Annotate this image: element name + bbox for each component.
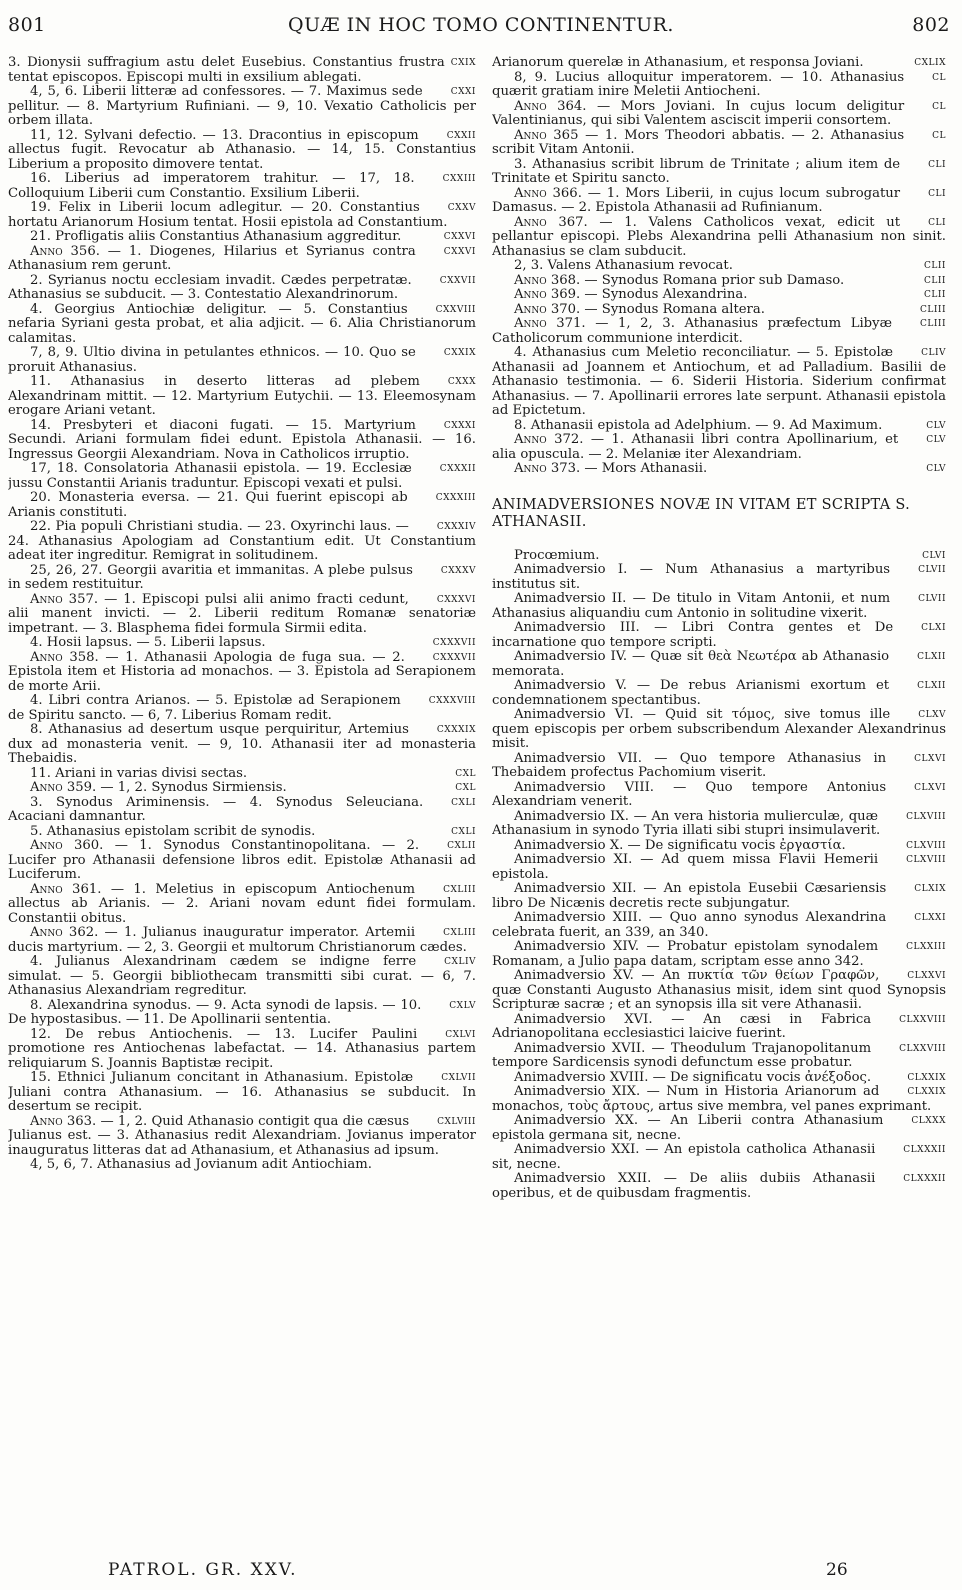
page-ref: CXXVI — [443, 232, 476, 242]
footer-signature: 26 — [826, 1560, 848, 1580]
page-ref: CLXXI — [914, 913, 946, 923]
page-ref: CLXII — [917, 652, 946, 662]
page-ref: CL — [932, 72, 946, 83]
toc-entry — [8, 825, 476, 840]
entry-text: 12. De rebus Antiochenis. — 13. Lucifer Paulini promotione res Antiochenas labefactat. — 14. Athanasius partem reliquiarum S. Joannis Baptistæ recipit. — [8, 1026, 476, 1071]
toc-entry — [8, 56, 476, 85]
toc-entry — [492, 288, 946, 303]
toc-entry — [492, 100, 946, 129]
toc-entry — [8, 636, 476, 651]
page-ref: CXXXVI — [436, 594, 476, 605]
toc-entry — [492, 1071, 946, 1086]
entry-text: 4, 5, 6, 7. Athanasius ad Jovianum adit Antiochiam. — [30, 1157, 372, 1172]
page-ref: CLVII — [918, 594, 946, 604]
toc-entry — [492, 419, 946, 434]
toc-entry — [8, 926, 476, 955]
entry-text: 2. Syrianus noctu ecclesiam invadit. Cædes perpetratæ. Athanasius se subducit. — 3. Contestatio Alexandrinorum. — [8, 272, 412, 302]
year-label: Anno — [514, 432, 547, 447]
toc-entry — [8, 201, 476, 230]
entry-text: Animadversio XV. — An πυκτία τῶν θείων Γραφῶν, quæ Constanti Augusto Athanasius misit, idem sint quod Synopsis Scripturæ sacræ ; et an synopsis illa sit vere Athanasii. — [492, 968, 946, 1012]
page-ref: CLXXVIII — [899, 1014, 946, 1025]
page-ref: CLI — [928, 188, 946, 199]
page-ref: CXLV — [449, 1000, 476, 1011]
entry-text: 2, 3. Valens Athanasium revocat. — [514, 258, 733, 273]
page-ref: CXLIV — [444, 957, 476, 967]
page-ref: CXLIII — [443, 884, 476, 895]
toc-entry — [492, 940, 946, 969]
toc-entry — [8, 462, 476, 491]
toc-entry — [8, 520, 476, 564]
page-ref: CXLI — [451, 826, 476, 837]
page-ref: CXLII — [447, 841, 476, 851]
toc-entry — [492, 317, 946, 346]
page-ref: CXLIII — [443, 928, 476, 938]
entry-text: 372. — 1. Athanasii libri contra Apollinarium, et alia opuscula. — 2. Melaniæ iter Alexandriam. — [492, 432, 899, 462]
toc-entry — [8, 955, 476, 999]
toc-entry — [492, 216, 946, 260]
entry-text: 3. Dionysii suffragium astu delet Eusebius. Constantius frustra tentat episcopos. Episcopi multi in exsilium ablegati. — [8, 56, 445, 85]
toc-entry — [8, 491, 476, 520]
page-number-right: 802 — [912, 14, 950, 36]
entry-text: Animadversio V. — De rebus Arianismi exortum et condemnationem spectantibus. — [492, 678, 890, 708]
year-label: Anno — [514, 316, 547, 331]
entry-text: Animadversio XI. — Ad quem missa Flavii Hemerii epistola. — [492, 852, 879, 882]
toc-entry — [492, 303, 946, 318]
entry-text: Animadversio XVI. — An cæsi in Fabrica Adrianopolitana ecclesiastici laicive fuerint. — [492, 1011, 872, 1041]
year-label: Anno — [514, 185, 547, 201]
toc-entry — [492, 781, 946, 810]
page-ref: CXLIX — [914, 58, 946, 68]
entry-text: Animadversio XVIII. — De significatu vocis ἀνέξοδος. — [514, 1069, 872, 1085]
entry-text: 364. — Mors Joviani. In cujus locum deligitur Valentinianus, qui sibi Valentem asciscit imperii consortem. — [492, 98, 905, 128]
page-ref: CXXVIII — [435, 304, 476, 315]
entry-text: Animadversio XIV. — Probatur epistolam synodalem Romanam, a Julio papa datam, scriptam esse anno 342. — [492, 939, 879, 969]
entry-text: 362. — 1. Julianus inauguratur imperator. Artemii ducis martyrium. — 2, 3. Georgii et multorum Christianorum cædes. — [8, 925, 467, 955]
page-ref: CLXXX — [911, 1116, 946, 1126]
toc-entry — [8, 1071, 476, 1115]
page-ref: CLIII — [919, 319, 946, 329]
toc-entry — [492, 1143, 946, 1172]
page-ref: CXXXIV — [436, 522, 476, 532]
entry-text: 8. Alexandrina synodus. — 9. Acta synodi de lapsis. — 10. De hypostasibus. — 11. De Apollinarii sententia. — [8, 997, 422, 1027]
toc-entry — [8, 230, 476, 245]
toc-entry — [492, 433, 946, 462]
year-label: Anno — [514, 287, 547, 302]
toc-entry — [492, 129, 946, 158]
entry-text: 11, 12. Sylvani defectio. — 13. Dracontius in episcopum allectus fugit. Revocatur ab Athanasio. — 14, 15. Constantius Liberium a proposito dimovere tentat. — [8, 127, 476, 172]
entry-text: 357. — 1. Episcopi pulsi alii animo fracti cedunt, alii manent invicti. — 2. Liberii reditum Romanæ senatoriæ impetrant. — 3. Blasphema fidei formula Sirmii edita. — [8, 591, 476, 636]
entry-text: 4. Athanasius cum Meletio reconciliatur. — 5. Epistolæ Athanasii ad Joannem et Antiochum, et ad Palladium. Basilii de Athanasio testimonia. — 6. Siderii Historia. Siderium confirmat Athanasius. — 7. Apollinarii errores late serpunt. Athanasii epistola ad Epictetum. — [492, 345, 946, 418]
toc-entry — [492, 839, 946, 854]
entry-text: 8, 9. Lucius alloquitur imperatorem. — 10. Athanasius quærit gratiam inire Meletii Antiocheni. — [492, 69, 905, 99]
page-ref: CLI — [928, 159, 946, 170]
entry-text: 363. — 1, 2. Quid Athanasio contigit qua die cæsus Julianus est. — 3. Athanasius redit Alexandriam. Jovianus imperator inauguratus litteras dat ad Athanasium, et Athanasius ad ipsum. — [8, 1113, 476, 1158]
year-label: Anno — [514, 127, 547, 143]
entry-text: Animadversio I. — Num Athanasius a martyribus institutus sit. — [492, 562, 891, 592]
entry-text: 14. Presbyteri et diaconi fugati. — 15. Martyrium Secundi. Ariani formulam fidei edunt. Epistola Athanasii. — 16. Ingressus Georgii Alexandriam. Nova in Catholicos irruptio. — [8, 417, 476, 462]
entry-text: Animadversio X. — De significatu vocis ἐργαστία. — [514, 837, 846, 853]
entry-text: 360. — 1. Synodus Constantinopolitana. — 2. Lucifer pro Athanasii defensione libros edit. Epistolæ Athanasii ad Luciferum. — [8, 838, 476, 882]
page-ref: CLXVIII — [906, 811, 946, 822]
entry-text: 11. Athanasius in deserto litteras ad plebem Alexandrinam mittit. — 12. Martyrium Eutychii. — 13. Eleemosynam erogare Ariani vetant. — [8, 374, 476, 418]
page-ref: CXXXV — [440, 565, 476, 576]
page-ref: CL — [932, 130, 946, 141]
entry-text: 4. Hosii lapsus. — 5. Liberii lapsus. — [30, 635, 266, 650]
toc-entry — [492, 462, 946, 477]
year-label: Anno — [30, 1113, 63, 1129]
page-ref: CXLI — [451, 797, 476, 808]
toc-entry — [8, 346, 476, 375]
toc-entry — [8, 245, 476, 274]
toc-entry — [8, 767, 476, 782]
page-ref: CLXXIX — [907, 1072, 946, 1083]
page-ref: CLVII — [918, 565, 946, 575]
toc-entry — [492, 752, 946, 781]
page-ref: CXIX — [450, 58, 476, 68]
toc-entry — [492, 274, 946, 289]
toc-entry — [8, 839, 476, 883]
page-ref: CXXXIX — [436, 725, 476, 735]
entry-text: 368. — Synodus Romana prior sub Damaso. — [546, 272, 845, 288]
entry-text: 4. Julianus Alexandrinam cædem se indigne ferre simulat. — 5. Georgii bibliothecam transmitti sibi curat. — 6, 7. Athanasius Alexandriam regreditur. — [8, 954, 476, 998]
entry-text: 365 — 1. Mors Theodori abbatis. — 2. Athanasius scribit Vitam Antonii. — [492, 127, 905, 157]
entry-text: 356. — 1. Diogenes, Hilarius et Syrianus contra Athanasium rem gerunt. — [8, 243, 416, 273]
toc-entry — [8, 85, 476, 129]
toc-entry — [492, 1085, 946, 1114]
page-ref: CLII — [924, 261, 946, 271]
toc-entry — [492, 158, 946, 187]
entry-text: 361. — 1. Meletius in episcopum Antiochenum allectus ab Arianis. — 2. Ariani novam edunt fidei formulam. Constantii obitus. — [8, 881, 476, 926]
page-ref: CXXXVII — [432, 638, 476, 648]
left-column — [8, 56, 476, 1556]
section-heading: ANIMADVERSIONES NOVÆ IN VITAM ET SCRIPTA S. ATHANASII. — [492, 496, 911, 530]
entry-text: 366. — 1. Mors Liberii, in cujus locum subrogatur Damasus. — 2. Epistola Athanasii ad Rufinianum. — [492, 185, 901, 215]
page-ref: CXLVIII — [437, 1116, 476, 1127]
toc-entry — [492, 71, 946, 100]
entry-text: 20. Monasteria eversa. — 21. Qui fuerint episcopi ab Arianis constituti. — [8, 490, 408, 520]
entry-text: Animadversio II. — De titulo in Vitam Antonii, et num Athanasius aliquandiu cum Antonio in solitudine vixerit. — [492, 591, 891, 621]
entry-text: 16. Liberius ad imperatorem trahitur. — 17, 18. Colloquium Liberii cum Constantio. Exsilium Liberii. — [8, 171, 415, 201]
entry-text: 8. Athanasius ad desertum usque perquiritur, Artemius dux ad monasteria venit. — 9, 10. Athanasii iter ad monasteria Thebaidis. — [8, 722, 476, 766]
page-ref: CLIV — [921, 348, 946, 358]
toc-entry — [8, 883, 476, 927]
toc-entry — [492, 1013, 946, 1042]
entry-text: 19. Felix in Liberii locum adlegitur. — 20. Constantius hortatu Arianorum Hosium tentat. Hosii epistola ad Constantium. — [8, 200, 448, 230]
year-label: Anno — [30, 838, 63, 853]
entry-text: 22. Pia populi Christiani studia. — 23. Oxyrinchi laus. — 24. Athanasius Apologiam ad Constantium edit. Ut Constantium adeat iter ingreditur. Remigrat in solitudinem. — [8, 519, 476, 563]
toc-entry — [492, 1172, 946, 1201]
toc-entry — [492, 56, 946, 71]
entry-text: 3. Athanasius scribit librum de Trinitate ; alium item de Trinitate et Spiritu sancto. — [492, 156, 901, 186]
page-ref: CLII — [924, 290, 946, 300]
page-ref: CLXVIII — [906, 840, 946, 851]
entry-text: 4. Libri contra Arianos. — 5. Epistolæ ad Serapionem de Spiritu sancto. — 6, 7. Liberius Romam redit. — [8, 693, 401, 723]
page-ref: CLI — [928, 217, 946, 228]
page-ref: CLXVI — [914, 782, 946, 793]
page-ref: CXXI — [450, 87, 476, 97]
toc-entry — [8, 274, 476, 303]
year-label: Anno — [30, 881, 63, 897]
page-ref: CLXXXII — [903, 1174, 946, 1184]
year-label: Anno — [514, 301, 547, 317]
entry-text: Animadversio XIII. — Quo anno synodus Alexandrina celebrata fuerit, an 339, an 340. — [492, 910, 887, 940]
toc-entry — [492, 650, 946, 679]
toc-entry — [492, 259, 946, 274]
year-label: Anno — [30, 780, 63, 795]
entry-text: Animadversio III. — Libri Contra gentes et De incarnatione quo tempore scripti. — [492, 620, 894, 650]
toc-entry — [492, 187, 946, 216]
entry-text: Animadversio XII. — An epistola Eusebii Cæsariensis libro De Nicænis decretis recte subjungatur. — [492, 881, 887, 911]
toc-entry — [492, 621, 946, 650]
toc-entry — [492, 549, 946, 564]
entry-text: Animadversio XXII. — De aliis dubiis Athanasii operibus, et de quibusdam fragmentis. — [492, 1171, 876, 1201]
entry-text: 5. Athanasius epistolam scribit de synodis. — [30, 823, 316, 839]
entry-text: 17, 18. Consolatoria Athanasii epistola. — 19. Ecclesiæ jussu Constantii Arianis traduntur. Episcopi vexati et pulsi. — [8, 461, 412, 491]
entry-text: 358. — 1. Athanasii Apologia de fuga sua. — 2. Epistola item et Historia ad monachos. — 3. Epistola ad Serapionem de morte Arii. — [8, 649, 476, 694]
page-ref: CLXVI — [914, 753, 946, 764]
toc-entry — [8, 564, 476, 593]
entry-text: Animadversio IV. — Quæ sit θεὰ Νεωτέρα ab Athanasio memorata. — [492, 649, 890, 679]
entry-text: 371. — 1, 2, 3. Athanasius præfectum Libyæ Catholicorum communione interdicit. — [492, 316, 892, 346]
entry-text: Animadversio XXI. — An epistola catholica Athanasii sit, necne. — [492, 1142, 876, 1172]
page-ref: CXXX — [447, 377, 476, 387]
toc-entry — [492, 1042, 946, 1071]
entry-text: 11. Ariani in varias divisi sectas. — [30, 765, 248, 781]
page-ref: CLXXIII — [906, 942, 946, 952]
page-ref: CXXVI — [443, 246, 476, 257]
toc-entry — [8, 1115, 476, 1159]
toc-entry — [8, 1028, 476, 1072]
page-ref: CXL — [455, 783, 476, 793]
entry-text: Animadversio IX. — An vera historia mulierculæ, quæ Athanasium in synodo Tyria illati sibi stupri insimulaverit. — [492, 808, 881, 838]
entry-text: Animadversio VII. — Quo tempore Athanasius in Thebaidem profectus Pachomium viserit. — [492, 750, 887, 780]
entry-text: 367. — 1. Valens Catholicos vexat, edicit ut pellantur episcopi. Plebs Alexandrina pelli Athanasium non sinit. Athanasius se clam subducit. — [492, 214, 946, 259]
year-label: Anno — [514, 214, 547, 230]
toc-entry — [492, 810, 946, 839]
toc-entry — [492, 708, 946, 752]
right-column — [492, 56, 946, 1556]
running-title: QUÆ IN HOC TOMO CONTINENTUR. — [288, 14, 674, 36]
page-ref: CXXIX — [443, 348, 476, 358]
page-ref: CLV — [926, 435, 946, 445]
toc-entry — [8, 999, 476, 1028]
toc-entry — [8, 1158, 476, 1173]
entry-text: 369. — Synodus Alexandrina. — [546, 287, 748, 302]
toc-entry — [8, 781, 476, 796]
toc-entry — [8, 593, 476, 637]
page-ref: CXXXIII — [435, 493, 476, 503]
entry-text: Animadversio XX. — An Liberii contra Athanasium epistola germana sit, necne. — [492, 1113, 884, 1143]
page-ref: CXXII — [446, 130, 476, 141]
entry-text: Animadversio VIII. — Quo tempore Antonius Alexandriam venerit. — [492, 779, 887, 809]
page-ref: CXXIII — [442, 174, 476, 184]
entry-text: 21. Profligatis aliis Constantius Athanasium aggreditur. — [30, 229, 402, 244]
page-ref: CLV — [926, 464, 946, 474]
page-ref: CXXXI — [443, 420, 476, 431]
page-ref: CXXV — [447, 203, 476, 213]
toc-entry — [8, 796, 476, 825]
toc-entry — [492, 882, 946, 911]
year-label: Anno — [514, 461, 547, 476]
entry-text: Animadversio XVII. — Theodulum Trajanopolitanum tempore Sardicensis synodi defunctum esse probatur. — [492, 1040, 872, 1070]
entry-text: Arianorum querelæ in Athanasium, et responsa Joviani. — [492, 56, 864, 70]
footer-volume: PATROL. GR. XXV. — [108, 1560, 298, 1580]
page-ref: CXL — [455, 768, 476, 779]
toc-entry — [492, 969, 946, 1013]
entry-text: 3. Synodus Ariminensis. — 4. Synodus Seleuciana. Acaciani damnantur. — [8, 794, 424, 824]
toc-entry — [492, 592, 946, 621]
page-ref: CXXVII — [439, 275, 476, 286]
toc-entry — [8, 129, 476, 173]
entry-text: 8. Athanasii epistola ad Adelphium. — 9. Ad Maximum. — [514, 417, 883, 433]
year-label: Anno — [30, 591, 63, 607]
page-ref: CLXXIX — [907, 1087, 946, 1097]
toc-entry — [492, 853, 946, 882]
page-ref: CLV — [926, 420, 946, 431]
toc-entry — [492, 911, 946, 940]
page-ref: CXLVI — [445, 1029, 476, 1040]
page-ref: CLXII — [917, 681, 946, 691]
page-ref: CXXXVIII — [428, 696, 476, 706]
year-label: Anno — [30, 243, 63, 259]
page-ref: CXXXII — [439, 464, 476, 474]
year-label: Anno — [30, 649, 63, 665]
entry-text: 373. — Mors Athanasii. — [546, 461, 708, 476]
entry-text: 370. — Synodus Romana altera. — [546, 301, 765, 317]
year-label: Anno — [30, 925, 63, 940]
page-ref: CLXVIII — [906, 855, 946, 865]
page-ref: CLVI — [922, 550, 946, 561]
toc-entry — [8, 651, 476, 695]
entry-text: 25, 26, 27. Georgii avaritia et immanitas. A plebe pulsus in sedem restituitur. — [8, 562, 413, 592]
year-label: Anno — [514, 98, 547, 114]
toc-entry — [8, 419, 476, 463]
toc-entry — [492, 563, 946, 592]
year-label: Anno — [514, 272, 547, 288]
toc-entry — [492, 346, 946, 419]
entry-text: Procœmium. — [514, 547, 600, 563]
page-ref: CLXV — [918, 710, 946, 720]
entry-text: 7, 8, 9. Ultio divina in petulantes ethnicos. — 10. Quo se proruit Athanasius. — [8, 345, 416, 375]
page-ref: CLII — [924, 275, 946, 286]
toc-entry — [8, 723, 476, 767]
page-ref: CLXXVI — [907, 971, 946, 981]
toc-entry — [8, 303, 476, 347]
entry-text: 4, 5, 6. Liberii litteræ ad confessores. — 7. Maximus sede pellitur. — 8. Martyrium Rufiniani. — 9, 10. Vexatio Catholicis per orbem illata. — [8, 84, 476, 128]
page-ref: CLXXXII — [903, 1145, 946, 1155]
page-ref: CXLVII — [441, 1073, 476, 1083]
page-ref: CLXI — [921, 623, 946, 633]
page-ref: CXXXVII — [432, 652, 476, 663]
entry-text: Animadversio XIX. — Num in Historia Arianorum ad monachos, τοὺς ἄρτους, artus sive membra, vel panes exprimant. — [492, 1084, 932, 1114]
page-ref: CLXIX — [914, 884, 946, 894]
entry-text: Animadversio VI. — Quid sit τόμος, sive tomus ille quem episcopis per orbem subscribendum Alexander Alexandrinus misit. — [492, 707, 946, 751]
page-number-left: 801 — [8, 14, 46, 36]
page-ref: CLIII — [919, 304, 946, 315]
entry-text: 359. — 1, 2. Synodus Sirmiensis. — [62, 780, 287, 795]
entry-text: 4. Georgius Antiochiæ deligitur. — 5. Constantius nefaria Syriani gesta probat, et alia adjicit. — 6. Alia Christianorum calamitas. — [8, 301, 476, 346]
toc-entry — [492, 1114, 946, 1143]
toc-entry — [492, 679, 946, 708]
toc-entry — [8, 375, 476, 419]
page-ref: CLXXVIII — [899, 1043, 946, 1054]
entry-text: 15. Ethnici Julianum concitant in Athanasium. Epistolæ Juliani contra Athanasium. — 16. Athanasius se subducit. In desertum se recipit. — [8, 1070, 476, 1114]
page-ref: CL — [932, 101, 946, 112]
toc-entry — [8, 694, 476, 723]
toc-entry — [8, 172, 476, 201]
